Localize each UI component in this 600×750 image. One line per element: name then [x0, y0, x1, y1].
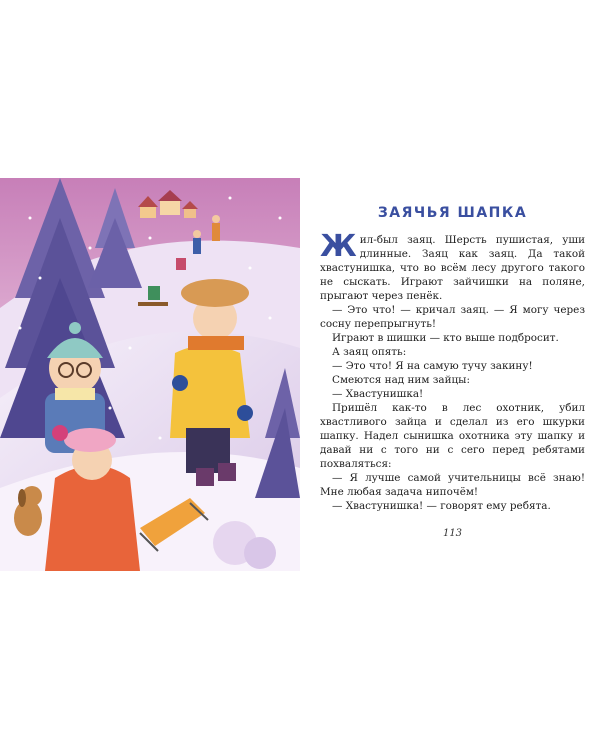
paragraph: — Это что! Я на самую тучу закину!	[332, 360, 533, 372]
paragraph: — Я лучше самой учительницы всё знаю! Мне любая задача нипочём!	[320, 472, 585, 498]
paragraph: Играют в шишки — кто выше подбросит.	[332, 332, 559, 344]
paragraph: Пришёл как-то в лес охотник, убил хвастливого зайца и сделал из его шкурки шапку. Надел сынишка охотника эту шапку и давай ни с того ни с сего перед ребятами похваляться:	[320, 402, 585, 470]
text-page	[320, 205, 585, 565]
first-paragraph	[320, 229, 585, 303]
illustration-svg	[0, 178, 300, 571]
story-body	[320, 229, 585, 513]
drop-cap: Ж	[320, 229, 357, 264]
paragraph: — Это что! — кричал заяц. — Я могу через сосну перепрыгнуть!	[320, 304, 585, 330]
paragraph: — Хвастунишка! — говорят ему ребята.	[332, 500, 551, 512]
paragraph: — Хвастунишка!	[332, 388, 424, 400]
paragraph: А заяц опять:	[332, 346, 407, 358]
page-number: 113	[442, 528, 463, 539]
winter-scene-illustration	[0, 178, 300, 571]
paragraph: Смеются над ним зайцы:	[332, 374, 470, 386]
first-paragraph-text: ил-был заяц. Шерсть пушистая, уши длинные. Заяц как заяц. Да такой хвастунишка, что во всём лесу другого такого не сыскать. Играют зайчишки на поляне, прыгают через пенёк.	[320, 234, 585, 302]
story-title: ЗАЯЧЬЯ ШАПКА	[377, 205, 528, 221]
